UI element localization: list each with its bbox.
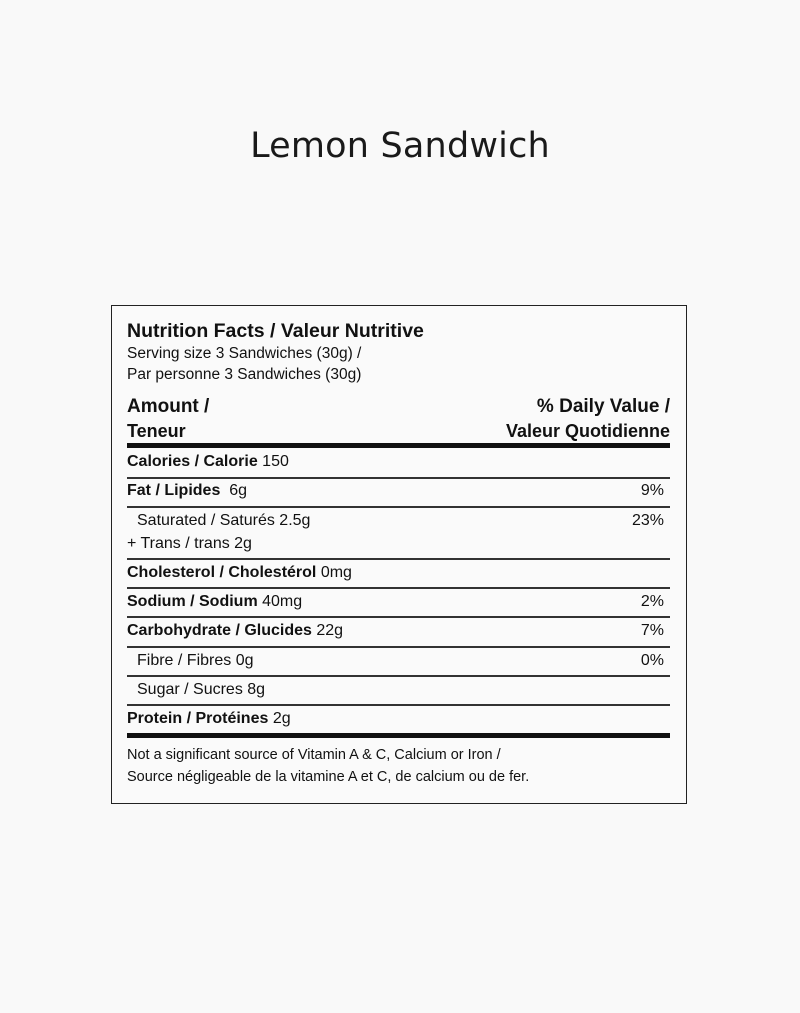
sodium-row — [127, 592, 670, 612]
amount-header — [127, 394, 209, 444]
daily-value-header-fr: Valeur Quotidienne — [505, 421, 670, 441]
divider — [127, 477, 670, 479]
product-title: Lemon Sandwich — [250, 126, 550, 166]
saturated-trans-daily-value: 23% — [631, 512, 664, 529]
footnote — [127, 744, 529, 788]
fat-label: Fat / Lipides — [127, 482, 221, 499]
protein-row — [127, 709, 670, 729]
carbohydrate-row — [127, 621, 670, 641]
calories-amount: 150 — [257, 453, 289, 470]
carbohydrate-amount: 22g — [311, 622, 344, 639]
saturated-row — [127, 511, 670, 531]
saturated-label: Saturated / Saturés 2.5g — [137, 512, 311, 529]
fibre-label: Fibre / Fibres 0g — [137, 652, 254, 669]
divider — [127, 616, 670, 618]
amount-header-en: Amount / — [127, 396, 210, 417]
cholesterol-label: Cholesterol / Cholestérol — [127, 564, 317, 581]
cholesterol-amount: 0mg — [316, 564, 352, 581]
protein-amount: 2g — [268, 710, 291, 727]
sugar-row — [127, 680, 670, 700]
trans-label: + Trans / trans 2g — [127, 535, 252, 552]
sugar-label: Sugar / Sucres 8g — [137, 681, 266, 698]
divider — [127, 558, 670, 560]
trans-row — [127, 534, 670, 554]
divider — [127, 646, 670, 648]
serving-size-en: Serving size 3 Sandwiches (30g) / — [127, 345, 362, 362]
sodium-daily-value: 2% — [640, 593, 664, 610]
footnote-en: Not a significant source of Vitamin A & C, Calcium or Iron / — [127, 747, 501, 763]
divider — [127, 587, 670, 589]
serving-size-fr: Par personne 3 Sandwiches (30g) — [127, 366, 362, 383]
footnote-fr: Source négligeable de la vitamine A et C, de calcium ou de fer. — [127, 769, 530, 785]
calories-label: Calories / Calorie — [127, 453, 258, 470]
fibre-daily-value: 0% — [640, 652, 664, 669]
carbohydrate-daily-value: 7% — [640, 622, 664, 639]
sodium-amount: 40mg — [257, 593, 303, 610]
protein-label: Protein / Protéines — [127, 710, 269, 727]
sodium-label: Sodium / Sodium — [127, 593, 258, 610]
fibre-row — [127, 651, 670, 671]
amount-header-fr: Teneur — [127, 421, 186, 441]
fat-daily-value: 9% — [640, 482, 664, 499]
calories-row — [127, 452, 670, 472]
nutrition-facts-heading: Nutrition Facts / Valeur Nutritive — [127, 320, 424, 342]
divider — [127, 704, 670, 706]
divider — [127, 506, 670, 508]
thick-divider — [127, 733, 670, 738]
fat-amount: 6g — [220, 482, 248, 499]
carbohydrate-label: Carbohydrate / Glucides — [127, 622, 312, 639]
cholesterol-row — [127, 563, 670, 583]
daily-value-header-en: % Daily Value / — [536, 396, 670, 417]
divider — [127, 675, 670, 677]
fat-row — [127, 481, 670, 501]
thick-divider — [127, 443, 670, 448]
nutrition-facts-table — [111, 305, 687, 804]
daily-value-header — [506, 394, 670, 444]
